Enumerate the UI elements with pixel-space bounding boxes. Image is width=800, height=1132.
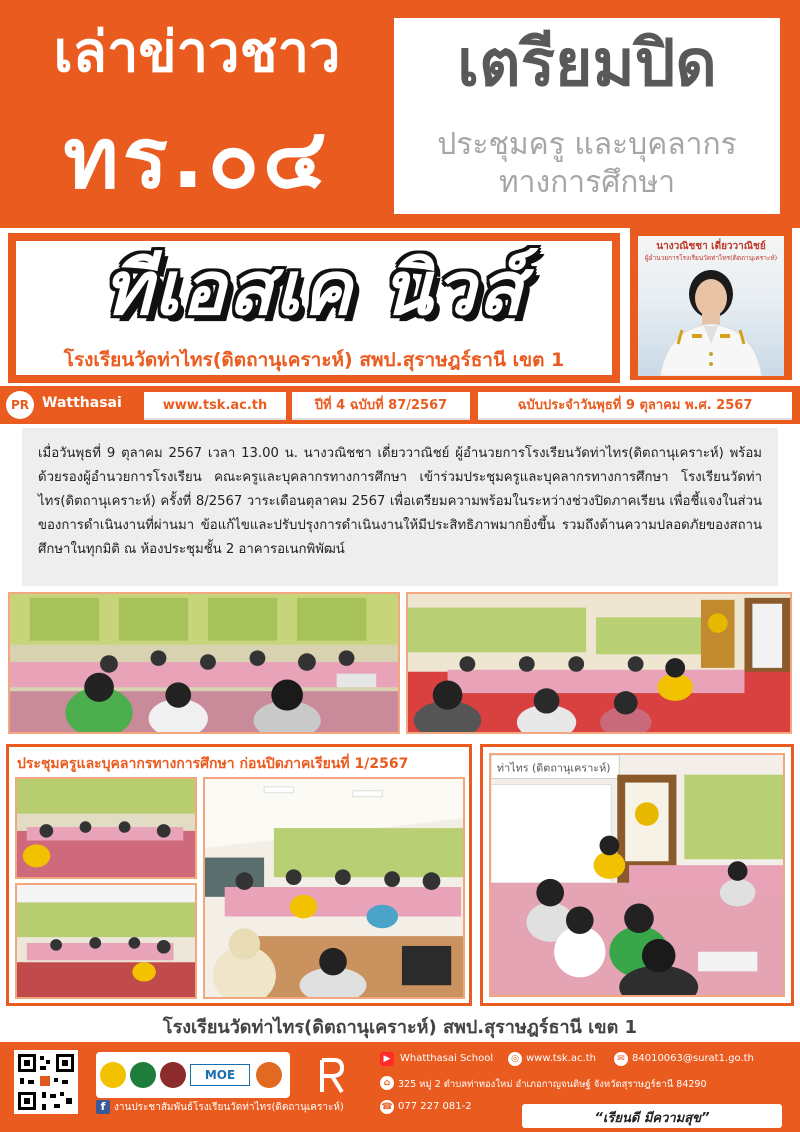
pr-badge: PR <box>6 391 34 419</box>
moe-safety-logo: MOE <box>190 1064 250 1086</box>
qr-code-icon <box>14 1050 78 1114</box>
footer-phone: 077 227 081-2 <box>398 1101 472 1112</box>
article-box <box>22 428 778 586</box>
meeting-photo-4 <box>15 883 197 999</box>
footer <box>0 1042 800 1132</box>
photo-collage-left <box>6 744 472 1006</box>
photo-collage-right <box>480 744 794 1006</box>
slogan-box <box>522 1104 782 1128</box>
issue-number: ปีที่ 4 ฉบับที่ 87/2567 <box>292 392 470 420</box>
footer-email[interactable]: 84010063@surat1.go.th <box>632 1053 754 1064</box>
banner-school-name: โรงเรียนวัดท่าไทร(ดิตถานุเคราะห์) สพป.สุราษฎร์ธานี เขต 1 <box>63 349 565 371</box>
banner-inner <box>16 241 612 375</box>
header-title-line1: เล่าข่าวชาว <box>53 20 341 85</box>
meeting-photo-2 <box>406 592 792 734</box>
school-logo-icon <box>100 1062 126 1088</box>
room-sign: ท่าไทร (ดิตถานุเคราะห์) <box>496 761 611 775</box>
footer-school-name: โรงเรียนวัดท่าไทร(ดิตถานุเคราะห์) สพป.สุราษฎร์ธานี เขต 1 <box>162 1017 638 1038</box>
header-topic-sub1: ประชุมครู และบุคลากร <box>437 127 737 162</box>
school-slogan: “เรียนดี มีความสุข” <box>594 1111 710 1126</box>
header-right-panel <box>394 18 780 214</box>
pr-name: Watthasai <box>42 395 122 411</box>
obec-logo-icon <box>130 1062 156 1088</box>
header-background <box>0 0 800 228</box>
info-bar <box>0 386 800 424</box>
email-icon: ✉ <box>614 1052 628 1066</box>
director-title: ผู้อำนวยการโรงเรียนวัดท่าไทร(ดิตถานุเคราะห์) <box>644 254 778 262</box>
youtube-channel[interactable]: Whatthasai School <box>400 1053 494 1064</box>
home-icon: ⌂ <box>380 1076 394 1090</box>
director-name: นางวณิชชา เดี่ยววาณิชย์ <box>656 241 766 252</box>
youtube-icon: ▶ <box>380 1052 394 1066</box>
newsletter-banner <box>8 233 620 383</box>
header-left-panel <box>12 12 382 218</box>
footer-address: 325 หมู่ 2 ตำบลท่าทองใหม่ อำเภอกาญจนดิษฐ์ จังหวัดสุราษฎร์ธานี 84290 <box>398 1079 707 1090</box>
pr-logo-icon <box>318 1058 346 1094</box>
director-portrait-icon <box>638 264 784 376</box>
director-frame <box>630 228 792 380</box>
facebook-icon: f <box>96 1100 110 1114</box>
header-title-line2: ทร.๐๔ <box>63 109 331 207</box>
meeting-photo-5 <box>203 777 465 999</box>
meeting-photo-1 <box>8 592 400 734</box>
issue-date: ฉบับประจำวันพุธที่ 9 ตุลาคม พ.ศ. 2567 <box>478 392 792 420</box>
footer-website[interactable]: www.tsk.ac.th <box>526 1053 596 1064</box>
globe-icon: ◎ <box>508 1052 522 1066</box>
header-topic-title: เตรียมปิด <box>457 27 717 101</box>
phone-icon: ☎ <box>381 1102 393 1112</box>
meeting-photo-6 <box>489 753 785 997</box>
director-photo <box>638 236 784 376</box>
newsletter-title: ทีเอสเค นิวส์ <box>103 246 525 332</box>
article-text: เมื่อวันพุธที่ 9 ตุลาคม 2567 เวลา 13.00 น. นางวณิชชา เดี่ยววาณิชย์ ผู้อำนวยการโรงเรียนวัดท่าไทร(ดิตถานุเคราะห์) พร้อมด้วยรองผู้อำนวยการโรงเรียน คณะครูและบุคลากรทางการศึกษา เข้าร่วมประชุมครูและบุคลากรทางการศึกษา โรงเรียนวัดท่าไทร(ดิตถานุเคราะห์) ครั้งที่ 8/2567 วาระเดือนตุลาคม 2567 เพื่อเตรียมความพร้อมในระหว่างช่วงปิดภาคเรียน เพื่อชี้แจงในส่วนของการดำเนินงานที่ผ่านมา ข้อแก้ไขและปรับปรุงการดำเนินงานให้มีประสิทธิภาพมากยิ่งขึ้น รวมถึงด้านความปลอดภัยของสถานศึกษาในทุกมิติ ณ ห้องประชุมชั้น 2 อาคารอเนกพิพัฒน์ <box>38 446 762 557</box>
facebook-page[interactable]: งานประชาสัมพันธ์โรงเรียนวัดท่าไทร(ดิตถานุเคราะห์) <box>114 1102 344 1113</box>
photo-caption: ประชุมครูและบุคลากรทางการศึกษา ก่อนปิดภาคเรียนที่ 1/2567 <box>17 756 409 772</box>
meeting-photo-3 <box>15 777 197 879</box>
district-logo-icon <box>160 1062 186 1088</box>
partner-logos <box>96 1052 290 1098</box>
header-topic-sub2: ทางการศึกษา <box>498 165 676 200</box>
quality-logo-icon <box>256 1062 282 1088</box>
website-link[interactable]: www.tsk.ac.th <box>144 392 286 420</box>
